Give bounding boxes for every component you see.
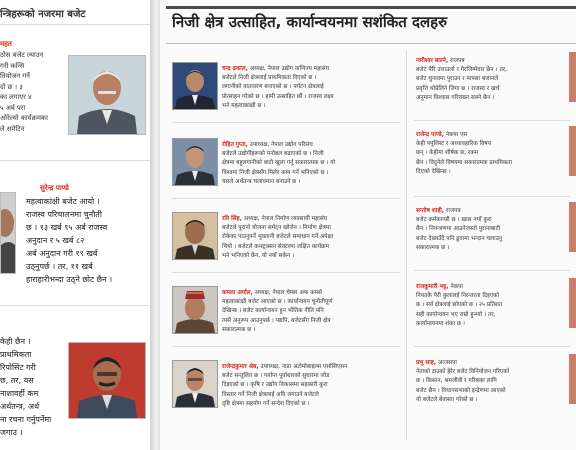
person-role: नेकपा	[448, 284, 463, 290]
photo-edge	[569, 354, 576, 404]
text-line: विस्तार गर्ने निजी क्षेत्रलाई अघि लगाउने बजेटले	[222, 391, 319, 398]
person1-photo	[68, 55, 146, 135]
text-line: छैन । विदुनेले विषयमा सकारात्मक प्राथमिकता	[416, 159, 513, 166]
rcol1-text	[416, 66, 507, 103]
text-line: क्षेत्रमा बहुलगानीको बाटो खुला गर्नु सकारात्मक छ । यो	[222, 160, 336, 167]
person-role: अध्यक्ष, नेपाल उद्योग वाणिज्य महासंघ	[247, 66, 330, 72]
right-page	[160, 0, 576, 450]
text-line: बजेट देख्यउँदै पनि ढुवामा भन्दान चलाउनु	[416, 235, 502, 242]
text-line: राजस्व परिचालनमा चुनौती	[26, 210, 102, 219]
person2-text	[26, 195, 150, 286]
card3-text	[222, 224, 333, 261]
rcol5-text	[416, 368, 509, 405]
text-line: अर्ब अनुदान गरी १९ खर्ब	[26, 249, 98, 258]
person1-name: महत	[0, 40, 12, 48]
divider	[172, 272, 400, 273]
text-line: बजेट छैन । विधानसभाको इन्द्रेणमा आएको	[416, 387, 506, 394]
person-name: रोहित गुप्ता,	[222, 142, 248, 148]
text-line: ओरेल्यो कार्यक्रमका	[0, 114, 48, 122]
text-line: नाशावर्ही कम	[0, 389, 39, 398]
divider	[414, 346, 570, 347]
person-role: राजपत्र	[448, 58, 465, 64]
text-line: यसले अर्थतन्त्र चलायमान बनाउने छ ।	[222, 178, 301, 185]
text-line: प्रवृत्ति थोप्रेलिने जिगा छ । राजस्व र खर्च	[416, 85, 500, 92]
text-line: बजेटले पुरानो योजना समेट्न खोजेन । निर्माण क्षेत्रमा	[222, 225, 331, 231]
text-line: छ । १३ खर्ब ९५ अर्ब राजस्व	[26, 223, 108, 232]
text-line: बजेटले उद्योगीहरूको मनोबल बढाएको छ । निजी	[222, 151, 324, 157]
person-role: उपाध्यक्ष, नेपाल उद्योग परिसंघ	[247, 142, 313, 148]
text-line: बजेटले निजी क्षेत्रलाई प्राथमिकता दिएको छ ।	[222, 75, 317, 81]
rcol1-name	[416, 56, 465, 64]
text-line: महत्वाकांक्षी बजेट आएको छ । कार्यान्वयन चुनौतीपूर्ण	[222, 299, 333, 305]
text-line: थियो । बजेटले कन्स्ट्रक्सन सेक्टरमा लक्षित कार्यक्रम	[222, 243, 329, 250]
card5-name	[222, 362, 347, 370]
person3-photo	[68, 342, 146, 419]
person-name: न्वरीश्वर बाल्ने,	[416, 58, 449, 64]
text-line: छन् । केहीमा शीर्षक छ, रकम	[416, 150, 479, 157]
rcol2-name	[416, 130, 467, 138]
person-role: अध्यक्ष, नेपाल चेम्बर अफ कमर्स	[252, 290, 322, 296]
text-line: नियतकै पैरी कुलालई निरन्तरता दिइएको	[416, 293, 499, 299]
divider	[0, 160, 150, 161]
person-name: रवि सिंह,	[222, 216, 242, 222]
person-name: राजेन्द्रकुमार श्रेष्ठ,	[222, 364, 259, 370]
card3-photo	[172, 212, 218, 260]
text-line: ५ अर्ब परा	[0, 103, 26, 112]
card4-text	[222, 298, 332, 335]
person1-text	[0, 50, 68, 134]
left-headline: न्त्रिहरूको नजरमा बजेट	[0, 9, 86, 20]
text-line: सकारात्मक छ ।	[222, 326, 256, 333]
card2-name	[222, 140, 313, 148]
text-line: छैन । नियन्त्रणमा आउनेजस्तो पुरानाबाटी	[416, 226, 500, 233]
text-line: केही छैन ।	[0, 337, 31, 346]
rcol4-name	[416, 282, 463, 290]
divider	[172, 122, 400, 123]
rcol5-name	[416, 358, 457, 366]
card1-name	[222, 64, 329, 72]
card4-name	[222, 288, 322, 296]
divider	[414, 196, 570, 197]
text-line: विश्वमा निजी क्षेत्रसँग मिलेर काम गर्ने भनिएको छ ।	[222, 169, 329, 176]
photo-edge	[569, 278, 576, 328]
card4-photo	[172, 286, 218, 334]
person-name: राजेन्द्र पाण्डे,	[416, 132, 444, 138]
text-line: गरी कन्सि	[0, 61, 25, 70]
text-line: यो बजेटले बेवास्ता गरेको छ ।	[416, 396, 478, 403]
person-role: राजपत्र	[444, 208, 461, 214]
text-line: अर्थतन्त्र, अर्थ	[0, 402, 40, 411]
text-line: सही कार्यान्वयन भए राम्रो हुन्थ्यो । तर,	[416, 311, 496, 318]
person-role: नेकपा एस	[443, 132, 468, 138]
card3-name	[222, 214, 327, 222]
text-line: दो छ । ३	[0, 82, 23, 91]
divider	[172, 346, 400, 347]
text-line: तियोजन गर्ने	[0, 72, 30, 80]
text-line: हाराहारीभन्दा उठ्ने छोट छैन ।	[26, 275, 113, 284]
person3-text	[0, 335, 66, 439]
page-gutter	[150, 0, 160, 450]
text-line: दिएको देखिन्छ ।	[416, 168, 451, 175]
text-line: का लगाएर ४	[0, 93, 32, 101]
text-line: केही पपुलिस्ट र अध्यावहारिक विषय	[416, 141, 492, 147]
divider	[172, 198, 400, 199]
text-line: बजेट कर्मकाण्डी छ । खास नयाँ कुरा	[416, 217, 492, 223]
text-line: छ । किसान, श्रमजीवी र गरिबका लागि	[416, 378, 497, 385]
divider	[0, 24, 150, 25]
person-name: चन्द्र ढकाल,	[222, 66, 248, 72]
text-line: प्रोत्साहन गरेको छ । हामी उत्साहित छौं । राजस्व लक्ष्य	[222, 93, 334, 100]
photo-edge	[569, 202, 576, 252]
text-line: बजेट पैरि उत्ताउलो र गैरजिम्मेवार छैन । तर,	[416, 67, 507, 73]
card5-photo	[172, 360, 218, 408]
person-role: अध्यक्ष, नेपाल निर्माण व्यवसायी महासंघ	[241, 216, 328, 222]
person-name: कमला अर्याल,	[222, 290, 253, 296]
text-line: त्यसै अनुरूप आउनुपर्छ । यद्यपि, बजेटसँग निजी क्षेत्र	[222, 317, 331, 324]
card2-photo	[172, 138, 218, 186]
rcol3-text	[416, 216, 502, 253]
person-name: सन्तोष शाही,	[416, 208, 445, 214]
text-line: अनुदान र ५ खर्ब ८२	[26, 236, 85, 245]
photo-edge	[569, 126, 576, 176]
text-line: रोकेका पाउनुपर्ने भुक्तानी बजेटले समाधान गर्ने अपेक्षा	[222, 234, 334, 241]
card1-photo	[172, 62, 218, 110]
text-line: भने महत्वाकांक्षी छ ।	[222, 102, 266, 109]
person2-photo	[0, 192, 16, 274]
person-role: उपाध्यक्ष, नाडा अटोमोबाइल्स एसोसिएसन	[258, 364, 348, 370]
rcol2-text	[416, 140, 512, 177]
person2-name: सुरेन्द्र पाण्डे	[40, 184, 69, 192]
text-line: कार्यान्वयनमा शंका छ ।	[416, 320, 466, 327]
card5-text	[222, 372, 329, 409]
person-name: प्रभु साह,	[416, 360, 437, 366]
text-line: महत्वाकांक्षी बजेट आयो ।	[26, 197, 100, 206]
rcol4-text	[416, 292, 502, 329]
person-role: आजसपा	[436, 360, 457, 366]
divider	[414, 270, 570, 271]
text-line: बजेट चुनावमा पुराउन र मापसा बजानले	[416, 76, 499, 83]
text-line: नेताको टाउको हेरेर बजेट विनियोजन गरिएको	[416, 369, 510, 375]
text-line: भने भनिएको छैन, यो नयाँ सकेन ।	[222, 252, 295, 259]
text-line: दिइएको छ । कृषि र उद्योग विकासमा सहकारी कुरा	[222, 382, 328, 389]
right-headline: निजी क्षेत्र उत्साहित, कार्यान्वयनमा सशंकित दलहरु	[172, 13, 448, 31]
card1-text	[222, 74, 334, 111]
rcol3-name	[416, 206, 461, 214]
text-line: छ । सर्व क्षेत्रलाई छोएको छ । २५ प्रतिशत	[416, 302, 503, 309]
column-divider	[406, 50, 407, 440]
text-line: अनुमान विश्वास गरिराख्न सक्ने छैन ।	[416, 94, 495, 101]
text-line: ठोस बजेट ल्याउन	[0, 51, 44, 59]
text-line: रिपोसिंट गरी	[0, 363, 36, 372]
photo-edge	[569, 52, 576, 102]
card2-text	[222, 150, 335, 187]
text-line: बजेट सन्तुलित छ । पर्याप्त पूर्वाधारको सुधारमा जोड	[222, 373, 330, 379]
text-line: ना रचना गर्नुपर्नेमा	[0, 415, 52, 424]
text-line: उठ्नुपर्छ । तर, ११ खर्ब	[26, 262, 93, 271]
text-line: लगानीको वातावरण बनाएको छ । पर्यटन क्षेत्रलाई	[222, 84, 324, 91]
text-line: जगाउ ।	[0, 428, 23, 437]
text-line: प्राथमिकता	[0, 350, 32, 359]
text-line: छ, तर, यस	[0, 376, 34, 385]
text-line: देखिन्छ । बजेट कार्यान्वयन हुन भौतिक नीति पनि	[222, 308, 324, 315]
text-line: सकारात्मक छ ।	[416, 244, 450, 251]
person-name: राजकुमारी भट्ट,	[416, 284, 449, 290]
divider	[414, 120, 570, 121]
text-line: ले समेटिन	[0, 124, 25, 133]
divider	[0, 305, 150, 306]
left-page	[0, 0, 150, 450]
text-line: दृष्टि क्षेत्रमा सहयोग गर्ने सन्देश दिएको छ ।	[222, 400, 310, 407]
